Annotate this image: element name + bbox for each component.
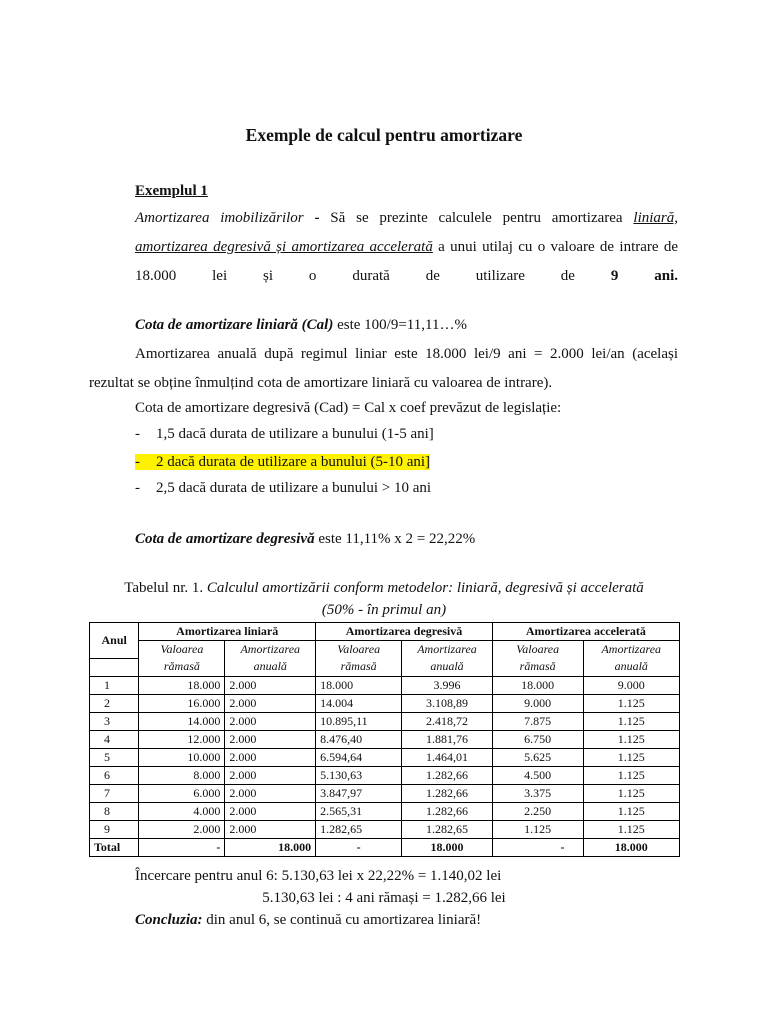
linear-rate-label: Cota de amortizare liniară (Cal) [135,317,334,333]
caption-prefix: Tabelul nr. 1. [124,580,207,596]
table-row [90,748,680,766]
caption-subtext: (50% - în primul an) [321,602,447,618]
linear-rate-value: este 100/9=11,11…% [333,317,467,333]
table-cell: 1.125 [583,802,679,820]
table-cell: 1.282,66 [402,802,493,820]
table-cell: 1.125 [583,784,679,802]
degressive-rate-label: Cota de amortizare degresivă [135,531,315,547]
table-cell: 5.130,63 [316,766,402,784]
header-linear: Amortizarea liniară [139,623,316,641]
coef-item-1 [135,420,434,449]
table-cell: 4.500 [492,766,583,784]
table-body [90,676,680,838]
total-cell: 18.000 [583,838,679,856]
total-cell: - [316,838,402,856]
table-cell: 2.000 [225,784,316,802]
attempt-line-2: 5.130,63 lei : 4 ani rămași = 1.282,66 lei [262,890,506,906]
table-cell: 2.000 [225,694,316,712]
table-cell: 6.000 [139,784,225,802]
sub-header-value-2: rămasă [139,658,225,676]
table-cell: 14.000 [139,712,225,730]
example-heading: Exemplul 1 [135,183,208,199]
table-cell: 16.000 [139,694,225,712]
coef-item-dash: - [135,426,140,442]
sub-header-value: Valoarea [492,641,583,659]
table-caption [0,577,768,621]
table-cell: 8.476,40 [316,730,402,748]
table-cell: 3.108,89 [402,694,493,712]
annual-line-1: Amortizarea anuală după regimul liniar este 18.000 lei/9 ani = 2.000 lei/an (același [135,346,678,362]
conclusion-text: din anul 6, se continuă cu amortizarea liniară! [202,912,482,928]
table-row [90,802,680,820]
attempt-line-1: Încercare pentru anul 6: 5.130,63 lei x 22,22% = 1.140,02 lei [135,868,502,884]
year-cell: 2 [90,694,139,712]
table-cell: 4.000 [139,802,225,820]
anul-spacer [90,658,139,676]
year-cell: 5 [90,748,139,766]
table-cell: 2.000 [139,820,225,838]
sub-header-amort-2: anuală [583,658,679,676]
table-cell: 7.875 [492,712,583,730]
coef-item-text: 1,5 dacă durata de utilizare a bunului (1-5 ani] [156,426,434,442]
intro-text-2: a unui utilaj cu o valoare de intrare de 18.000 lei și o durată de utilizare de [135,239,678,284]
table-cell: 2.000 [225,676,316,694]
degressive-rate [135,525,475,554]
intro-line-1 [135,204,679,284]
year-cell: 3 [90,712,139,730]
table-cell: 14.004 [316,694,402,712]
degressive-rate-value: este 11,11% x 2 = 22,22% [314,531,476,547]
page-title: Exemple de calcul pentru amortizare [245,125,523,145]
total-cell: Total [90,838,139,856]
table-sub-header [90,641,680,659]
table-cell: 8.000 [139,766,225,784]
year-cell: 6 [90,766,139,784]
table-cell: 9.000 [583,676,679,694]
table-cell: 1.282,66 [402,784,493,802]
table-cell: 12.000 [139,730,225,748]
table-row [90,766,680,784]
table-cell: 18.000 [139,676,225,694]
table-cell: 18.000 [492,676,583,694]
total-cell: 18.000 [402,838,493,856]
sub-header-amort-2: anuală [225,658,316,676]
table-cell: 1.464,01 [402,748,493,766]
annual-line-2: rezultat se obține înmulțind cota de amortizare liniară cu valoarea de intrare). [89,375,553,391]
coef-item-dash: - [135,480,140,496]
intro-duration: 9 ani. [610,268,678,284]
table-cell: 1.125 [583,820,679,838]
total-cell: - [492,838,583,856]
table-cell: 2.565,31 [316,802,402,820]
header-degressive: Amortizarea degresivă [316,623,493,641]
table-cell: 3.847,97 [316,784,402,802]
table-cell: 2.250 [492,802,583,820]
table-cell: 2.000 [225,820,316,838]
table-cell: 1.125 [492,820,583,838]
header-anul: Anul [90,623,139,659]
table-row [90,820,680,838]
coef-item-text: 2,5 dacă durata de utilizare a bunului > 10 ani [156,480,432,496]
table-cell: 2.000 [225,802,316,820]
table-cell: 1.282,65 [316,820,402,838]
table-cell: 2.000 [225,766,316,784]
total-cell: - [139,838,225,856]
table-cell: 6.750 [492,730,583,748]
intro-dash: - [303,210,331,226]
caption-text: Calculul amortizării conform metodelor: liniară, degresivă și accelerată [206,580,644,596]
table-cell: 2.000 [225,748,316,766]
intro-text-1: Să se prezinte calculele pentru amortizarea [330,210,634,226]
sub-header-value: Valoarea [139,641,225,659]
sub-header-amort: Amortizarea [583,641,679,659]
sub-header-value: Valoarea [316,641,402,659]
year-cell: 8 [90,802,139,820]
degressive-definition: Cota de amortizare degresivă (Cad) = Cal x coef prevăzut de legislație: [135,400,562,416]
linear-rate [135,311,467,340]
sub-header-value-2: rămasă [492,658,583,676]
table-cell: 1.282,65 [402,820,493,838]
table-cell: 9.000 [492,694,583,712]
table-cell: 1.881,76 [402,730,493,748]
sub-header-amort-2: anuală [402,658,493,676]
table-row [90,694,680,712]
table-cell: 6.594,64 [316,748,402,766]
coef-item-3 [135,474,431,503]
conclusion-label: Concluzia: [135,912,203,928]
coef-item-text: 2 dacă durata de utilizare a bunului (5-10 ani] [156,454,431,470]
table-row [90,730,680,748]
table-cell: 1.125 [583,766,679,784]
table-cell: 18.000 [316,676,402,694]
table-row [90,712,680,730]
table-sub-header-2 [90,658,680,676]
amortization-table [89,622,680,857]
coef-item-2 [135,448,430,477]
conclusion [135,906,481,935]
coef-item-dash: - [135,454,156,470]
year-cell: 4 [90,730,139,748]
sub-header-amort: Amortizarea [225,641,316,659]
sub-header-value-2: rămasă [316,658,402,676]
sub-header-amort: Amortizarea [402,641,493,659]
table-cell: 1.125 [583,748,679,766]
table-cell: 5.625 [492,748,583,766]
year-cell: 9 [90,820,139,838]
year-cell: 1 [90,676,139,694]
table-cell: 1.282,66 [402,766,493,784]
table-row [90,784,680,802]
table-cell: 2.418,72 [402,712,493,730]
table-cell: 1.125 [583,694,679,712]
table-total-row [90,838,680,856]
table-cell: 3.996 [402,676,493,694]
header-accelerated: Amortizarea accelerată [492,623,679,641]
table-group-header [90,623,680,641]
total-cell: 18.000 [225,838,316,856]
table-cell: 10.000 [139,748,225,766]
intro-lead: Amortizarea imobilizărilor [135,210,304,226]
intro-methods: liniară, amortizarea degresivă și amortizarea accelerată [135,210,679,255]
table-cell: 2.000 [225,712,316,730]
year-cell: 7 [90,784,139,802]
table-cell: 3.375 [492,784,583,802]
table-cell: 10.895,11 [316,712,402,730]
table-row [90,676,680,694]
table-cell: 2.000 [225,730,316,748]
table-cell: 1.125 [583,712,679,730]
table-cell: 1.125 [583,730,679,748]
